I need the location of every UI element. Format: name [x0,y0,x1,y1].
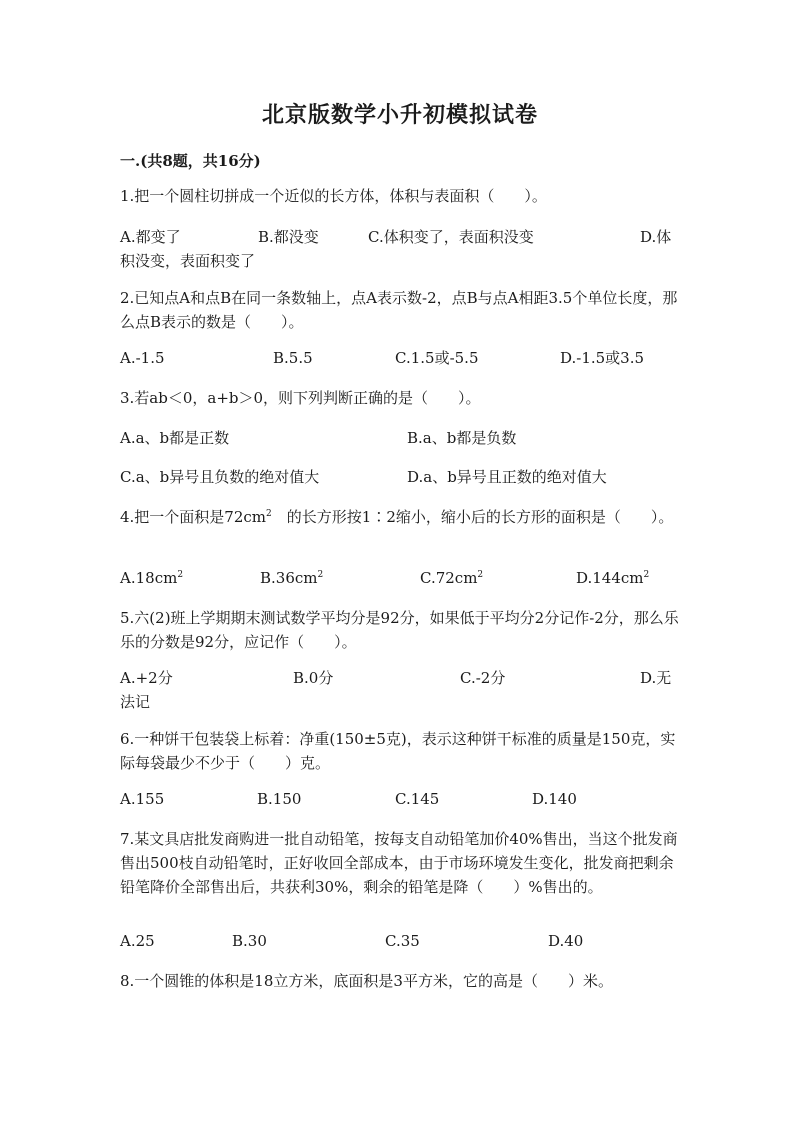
option-d-continuation: 法记 [120,693,151,711]
option-d[interactable]: D.-1.5或3.5 [560,349,645,367]
question-6: 6.一种饼干包装袋上标着：净重(150±5克)，表示这种饼干标准的质量是150克，实际每袋最少不少于（ ）克。 [120,730,676,772]
option-c-label: C.72cm [420,569,478,587]
superscript: 2 [177,570,184,580]
option-b[interactable] [260,566,323,590]
superscript: 2 [477,570,484,580]
option-a[interactable]: A.25 [120,932,155,950]
question-7: 7.某文具店批发商购进一批自动铅笔，按每支自动铅笔加价40%售出，当这个批发商售出500枝自动铅笔时，正好收回全部成本，由于市场环境发生变化，批发商把剩余铅笔降价全部售出后，共获利30%，剩余的铅笔是降（ ）%售出的。 [120,830,678,896]
option-a[interactable]: A.a、b都是正数 [120,429,230,447]
option-d-continuation: 积没变，表面积变了 [120,252,256,270]
question-4-part-b: 的长方形按1∶2缩小，缩小后的长方形的面积是（ ）。 [286,508,674,526]
option-c[interactable]: C.1.5或-5.5 [395,349,479,367]
option-a[interactable]: A.都变了 [120,228,181,246]
question-2: 2.已知点A和点B在同一条数轴上，点A表示数-2，点B与点A相距3.5个单位长度，那么点B表示的数是（ ）。 [120,289,678,331]
options-1 [120,225,680,273]
option-c[interactable] [420,566,483,590]
option-d-label: D.144cm [576,569,644,587]
superscript: 2 [643,570,650,580]
option-b[interactable]: B.30 [232,932,267,950]
option-a[interactable] [120,566,183,590]
option-c[interactable]: C.a、b异号且负数的绝对值大 [120,468,320,486]
option-d[interactable]: D.a、b异号且正数的绝对值大 [407,468,607,486]
option-b[interactable]: B.5.5 [273,349,313,367]
options-5 [120,666,680,714]
option-d[interactable]: D.40 [548,932,584,950]
option-a[interactable]: A.155 [120,790,165,808]
option-a-label: A.18cm [120,569,178,587]
option-d-label: D.无 [640,669,672,687]
question-1: 1.把一个圆柱切拼成一个近似的长方体，体积与表面积（ ）。 [120,187,547,205]
option-b[interactable]: B.0分 [293,669,334,687]
option-d[interactable]: D.140 [532,790,577,808]
question-8: 8.一个圆锥的体积是18立方米，底面积是3平方米，它的高是（ ）米。 [120,972,613,990]
option-b[interactable]: B.a、b都是负数 [407,429,517,447]
option-c[interactable]: C.体积变了，表面积没变 [368,228,534,246]
option-b-label: B.36cm [260,569,318,587]
option-c[interactable]: C.35 [385,932,420,950]
option-a[interactable]: A.-1.5 [120,349,165,367]
superscript: 2 [266,509,272,519]
option-b[interactable]: B.都没变 [258,228,319,246]
superscript: 2 [317,570,324,580]
page-title: 北京版数学小升初模拟试卷 [261,102,538,128]
option-c[interactable]: C.-2分 [460,669,506,687]
option-d-label: D.体 [640,228,672,246]
option-c[interactable]: C.145 [395,790,440,808]
question-3: 3.若ab＜0，a+b＞0，则下列判断正确的是（ ）。 [120,389,481,407]
question-4-part-a: 4.把一个面积是72cm [120,508,267,526]
option-b[interactable]: B.150 [257,790,302,808]
question-4 [120,505,680,529]
option-a[interactable]: A.+2分 [120,669,173,687]
question-5: 5.六(2)班上学期期末测试数学平均分是92分，如果低于平均分2分记作-2分，那么乐乐的分数是92分，应记作（ ）。 [120,609,679,651]
section-heading: 一.(共8题，共16分) [120,152,261,170]
option-d[interactable] [576,566,649,590]
